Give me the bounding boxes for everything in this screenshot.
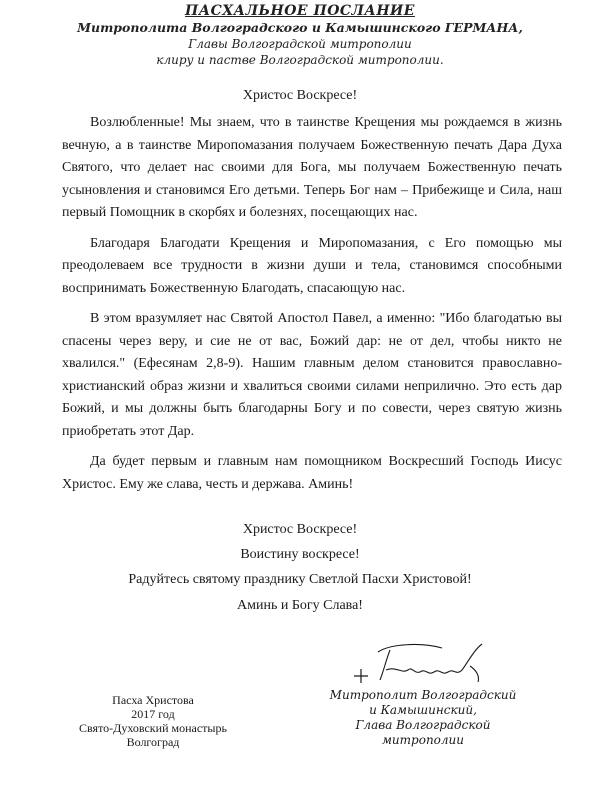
letter-dateline [68,693,238,749]
footer-monastery: Свято-Духовский монастырь [79,721,227,735]
closing-line-3: Радуйтесь святому празднику Светлой Пасхи Христовой! [128,572,472,587]
paragraph-1: Возлюбленные! Мы знаем, что в таинстве Крещения мы рождаемся в жизнь вечную, а в таинстве Миропомазания получаем Божественную печать Дара Духа Святого, что делает нас своими для Бога, мы получаем Божественную печать усыновления и становимся Его детьми. Теперь Бог нам – Прибежище и Сила, наш первый Помощник в скорбях и болезнях, посещающих нас. [62,115,562,220]
opening-greeting: Христос Воскресе! [242,88,358,103]
signature-title-2: и Камышинский, [369,703,477,717]
signature-title-3: Глава Волгоградской митрополии [355,718,491,747]
footer-feast: Пасха Христова [112,693,194,707]
letter-title: ПАСХАЛЬНОЕ ПОСЛАНИЕ [185,3,415,19]
letter-header [0,2,600,68]
closing-line-4: Аминь и Богу Слава! [237,598,363,613]
header-addressee-line: клиру и пастве Волгоградской митрополии. [156,53,444,67]
closing-line-1: Христос Воскресе! [242,522,358,537]
header-title-line: Главы Волгоградской митрополии [188,37,412,51]
header-author-line: Митрополита Волгоградского и Камышинского ГЕРМАНА, [77,20,523,35]
signature-block [318,688,528,748]
footer-year: 2017 год [131,707,175,721]
handwritten-signature [350,640,520,690]
paragraph-4: Да будет первым и главным нам помощником Воскресший Господь Иисус Христос. Ему же слава, честь и держава. Аминь! [62,454,562,492]
signature-title-1: Митрополит Волгоградский [329,688,517,702]
letter-body [62,112,562,504]
footer-city: Волгоград [126,735,180,749]
closing-line-2: Воистину воскресе! [240,547,360,562]
paragraph-2: Благодаря Благодати Крещения и Миропомазания, с Его помощью мы преодолеваем все трудности в жизни души и тела, становимся способными воспринимать Божественную Благодать, спасающую нас. [62,235,562,296]
paragraph-3: В этом вразумляет нас Святой Апостол Павел, а именно: "Ибо благодатью вы спасены через веру, и сие не от вас, Божий дар: не от дел, чтобы никто не хвалился." (Ефесянам 2,8-9). Нашим главным делом становится православно-христианский образ жизни и хвалиться своими силами неприлично. Это есть дар Божий, и мы должны быть благодарны Богу и по совести, через святую жизнь приобретать этот Дар. [62,311,562,439]
